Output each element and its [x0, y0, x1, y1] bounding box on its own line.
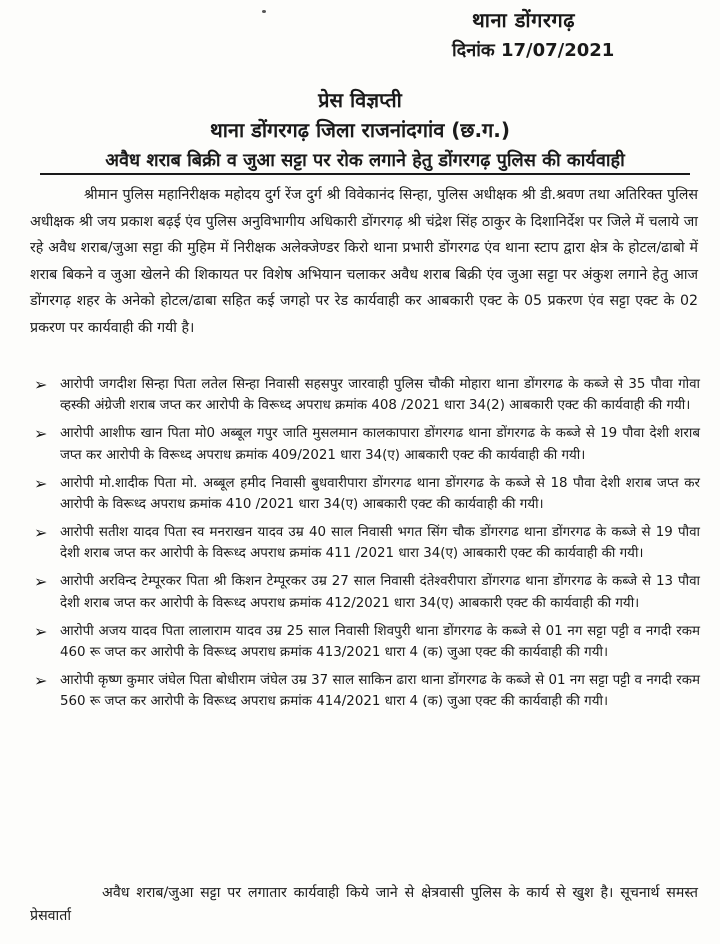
arrow-bullet-icon: ➢ [34, 621, 48, 641]
case-text: आरोपी अरविन्द टेम्पूरकर पिता श्री किशन टेम्पूरकर उम्र 27 साल निवासी दंतेश्वरीपारा डोंगरगढ थाना डोंगरगढ के कब्जे से 13 पौवा देशी शराब जप्त कर आरोपी के विरूध्द अपराध क्रमांक 412/2021 धारा 34(ए) आबकारी एक्ट की कार्यवाही की गयी। [60, 574, 700, 611]
case-item [32, 473, 700, 516]
scan-speck [262, 10, 266, 13]
closing-paragraph: अवैध शराब/जुआ सट्टा पर लगातार कार्यवाही किये जाने से क्षेत्रवासी पुलिस के कार्य से खुश है। सूचनार्थ समस्त प्रेसवार्ता [30, 885, 698, 924]
station-header: थाना डोंगरगढ़ [472, 8, 576, 32]
arrow-bullet-icon: ➢ [34, 670, 48, 690]
arrow-bullet-icon: ➢ [34, 424, 48, 444]
case-item [32, 374, 700, 417]
case-item [32, 571, 700, 614]
case-item [32, 670, 700, 713]
arrow-bullet-icon: ➢ [34, 522, 48, 542]
intro-paragraph: श्रीमान पुलिस महानिरीक्षक महोदय दुर्ग रेंज दुर्ग श्री विवेकानंद सिन्हा, पुलिस अधीक्षक श्री डी.श्रवण तथा अतिरिक्त पुलिस अधीक्षक श्री जय प्रकाश बढ़ई एंव पुलिस अनुविभागीय अधिकारी डोंगरगढ़ श्री चंद्रेश सिंह ठाकुर के दिशानिर्देश पर जिले में चलाये जा रहे अवैध शराब/जुआ सट्टा की मुहिम में निरीक्षक अलेक्जेण्डर किरो थाना प्रभारी डोंगरगढ एंव थाना स्टाप द्वारा क्षेत्र के होटल/ढाबो में शराब बिकने व जुआ खेलने की शिकायत पर विशेष अभियान चलाकर अवैध शराब बिक्री एंव जुआ सट्टा पर अंकुश लगाने हेतु आज डोंगरगढ़ शहर के अनेको होटल/ढाबा सहित कई जगहो पर रेड कार्यवाही कर आबकारी एक्ट के 05 प्रकरण एंव सट्टा एक्ट के 02 प्रकरण पर कार्यवाही की गयी है। [30, 187, 698, 336]
case-text: आरोपी कृष्ण कुमार जंघेल पिता बोधीराम जंघेल उम्र 37 साल साकिन ढारा थाना डोंगरगढ के कब्जे से 01 नग सट्टा पट्टी व नगदी रकम 560 रू जप्त कर आरोपी के विरूध्द अपराध क्रमांक 414/2021 धारा 4 (क) जुआ एक्ट की कार्यवाही की गयी। [60, 672, 700, 710]
arrow-bullet-icon: ➢ [34, 375, 48, 394]
subject-heading: अवैध शराब बिक्री व जुआ सट्टा पर रोक लगाने हेतु डोंगरगढ़ पुलिस की कार्यवाही [40, 148, 690, 175]
case-text: आरोपी जगदीश सिन्हा पिता लतेल सिन्हा निवासी सहसपुर जारवाही पुलिस चौकी मोहारा थाना डोंगरगढ के कब्जे से 35 पौवा गोवा व्हस्की अंग्रेजी शराब जप्त कर आरोपी के विरूध्द अपराध क्रमांक 408 /2021 धारा 34(2) आबकारी एक्ट की कार्यवाही की गयी। [60, 377, 700, 414]
case-item [32, 621, 700, 664]
case-text: आरोपी मो.शादीक पिता मो. अब्बूल हमीद निवासी बुधवारीपारा डोंगरगढ थाना डोंगरगढ के कब्जे से 18 पौवा देशी शराब जप्त कर आरोपी के विरूध्द अपराध क्रमांक 410 /2021 धारा 34(ए) आबकारी एक्ट की कार्यवाही की गयी। [60, 475, 700, 513]
arrow-bullet-icon: ➢ [34, 572, 48, 592]
case-item [32, 423, 700, 466]
press-release-title: प्रेस विज्ञप्ती [318, 88, 402, 112]
case-text: आरोपी आशीफ खान पिता मो0 अब्बूल गपुर जाति मुसलमान कालकापारा डोंगरगढ थाना डोंगरगढ के कब्जे से 19 पौवा देशी शराब जप्त कर आरोपी के विरूध्द अपराध क्रमांक 409/2021 धारा 34(ए) आबकारी एक्ट की कार्यवाही की गयी। [60, 426, 700, 463]
release-date: दिनांक 17/07/2021 [452, 40, 615, 61]
case-list [32, 374, 700, 719]
case-text: आरोपी सतीश यादव पिता स्व मनराखन यादव उम्र 40 साल निवासी भगत सिंग चौक डोंगरगढ थाना डोंगरगढ के कब्जे से 19 पौवा देशी शराब जप्त कर आरोपी के विरूध्द अपराध क्रमांक 411 /2021 धारा 34(ए) आबकारी एक्ट की कार्यवाही की गयी। [60, 524, 700, 562]
location-title: थाना डोंगरगढ़ जिला राजनांदगांव (छ.ग.) [209, 118, 511, 142]
case-text: आरोपी अजय यादव पिता लालाराम यादव उम्र 25 साल निवासी शिवपुरी थाना डोंगरगढ के कब्जे से 01 नग सट्टा पट्टी व नगदी रकम 460 रू जप्त कर आरोपी के विरूध्द अपराध क्रमांक 413/2021 धारा 4 (क) जुआ एक्ट की कार्यवाही की गयी। [60, 623, 700, 660]
arrow-bullet-icon: ➢ [34, 473, 48, 493]
case-item [32, 522, 700, 565]
